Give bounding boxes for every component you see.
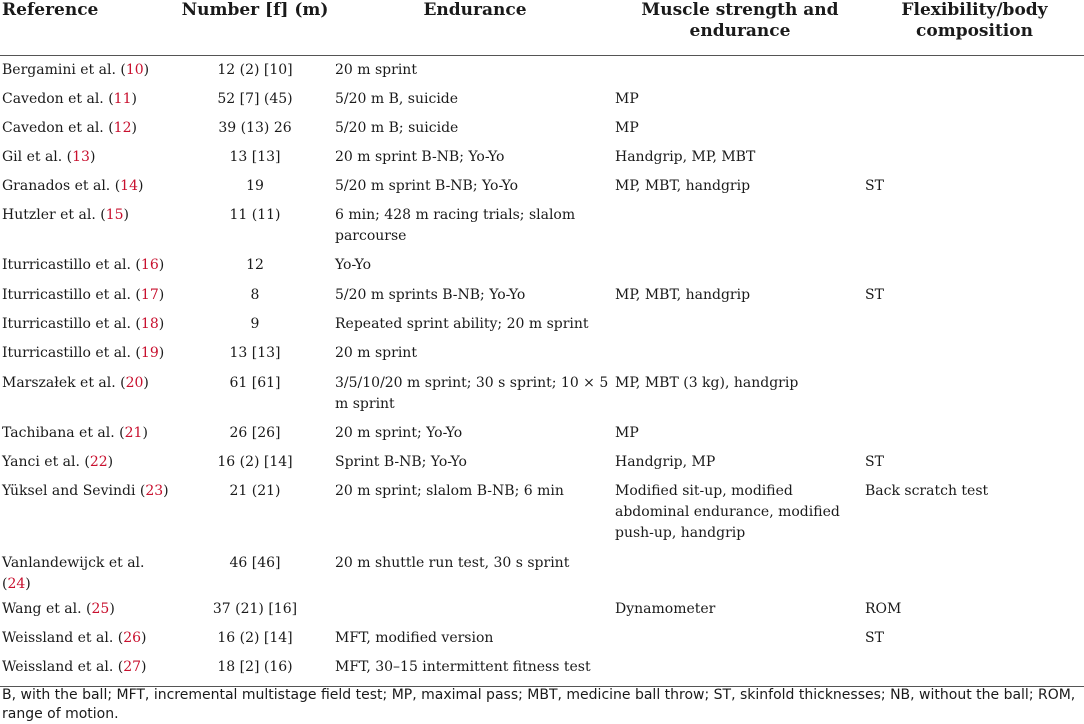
cell-flexibility: ST [865,178,884,194]
reference-author: Cavedon et al. ( [2,91,114,107]
cell-muscle-strength [615,624,865,653]
reference-link[interactable]: 16 [140,257,159,273]
reference-link[interactable]: 12 [113,120,132,136]
reference-author: Cavedon et al. ( [2,120,114,136]
cell-reference [0,114,175,143]
cell-muscle-strength [615,339,865,369]
cell-reference [0,549,175,595]
cell-reference [0,595,175,624]
reference-close-paren: ) [158,345,165,361]
reference-link[interactable]: 11 [113,91,132,107]
reference-author: Bergamini et al. ( [2,61,126,78]
cell-muscle-strength [615,251,865,281]
cell-flexibility [865,85,1084,114]
cell-flexibility [865,653,1084,686]
reference-close-paren: ) [141,659,147,675]
reference-link[interactable]: 25 [91,601,110,617]
reference-author: Wang et al. ( [2,601,92,617]
cell-flexibility [865,114,1084,143]
cell-number: 46 [46] [229,555,281,571]
table-row [0,549,1084,595]
table-row [0,595,1084,624]
cell-flexibility [865,310,1084,339]
cell-reference [0,419,175,448]
reference-close-paren: ) [158,287,165,303]
cell-flexibility: ST [865,454,884,470]
reference-author: Vanlandewijck et al. ( [2,555,145,592]
reference-close-paren: ) [158,257,165,273]
cell-reference [0,281,175,310]
cell-number: 52 [7] (45) [217,91,293,107]
reference-link[interactable]: 22 [89,454,108,470]
reference-link[interactable]: 24 [7,576,26,592]
table-header-row [0,0,1084,55]
reference-close-paren: ) [142,425,148,441]
cell-number: 16 (2) [14] [217,454,293,470]
table-row [0,201,1084,251]
cell-reference [0,251,175,281]
cell-reference [0,85,175,114]
cell-flexibility [865,251,1084,281]
table-row [0,143,1084,172]
cell-endurance: 20 m sprint B-NB; Yo-Yo [335,149,505,165]
cell-endurance: 5/20 m B, suicide [335,91,459,107]
reference-close-paren: ) [131,120,137,136]
cell-reference [0,369,175,419]
cell-endurance: 20 m sprint [335,345,417,361]
table-body [0,55,1084,686]
cell-muscle-strength: MP [615,425,639,441]
reference-close-paren: ) [143,375,149,391]
cell-endurance: 20 m shuttle run test, 30 s sprint [335,555,570,571]
cell-endurance: 5/20 m sprint B-NB; Yo-Yo [335,178,519,194]
cell-endurance: 20 m sprint; slalom B-NB; 6 min [335,483,564,499]
cell-reference [0,172,175,201]
cell-number: 13 [13] [229,345,281,361]
cell-reference [0,55,175,85]
table-row [0,85,1084,114]
reference-close-paren: ) [141,630,147,646]
cell-muscle-strength [615,653,865,686]
cell-muscle-strength: Modified sit-up, modified abdominal endurance, modified push-up, handgrip [615,483,840,541]
table-row [0,172,1084,201]
cell-reference [0,624,175,653]
reference-author: Weissland et al. ( [2,659,124,675]
cell-number: 19 [246,178,264,194]
cell-number: 13 [13] [229,149,281,165]
reference-author: Marszałek et al. ( [2,375,126,391]
cell-number: 12 (2) [10] [217,61,293,78]
cell-reference [0,339,175,369]
reference-close-paren: ) [131,91,137,107]
header-flexibility: Flexibility/body composition [901,0,1048,41]
cell-flexibility [865,143,1084,172]
cell-endurance: 5/20 m sprints B-NB; Yo-Yo [335,287,526,303]
table-row [0,624,1084,653]
reference-close-paren: ) [25,576,31,592]
cell-reference [0,143,175,172]
cell-number: 12 [246,257,264,273]
cell-muscle-strength: MP [615,91,639,107]
cell-endurance: MFT, 30–15 intermittent fitness test [335,659,591,675]
reference-link[interactable]: 14 [120,178,138,194]
reference-author: Iturricastillo et al. ( [2,345,141,361]
cell-number: 39 (13) 26 [218,120,292,136]
header-muscle-strength: Muscle strength and endurance [641,0,839,41]
reference-link[interactable]: 21 [124,425,143,441]
cell-endurance: 3/5/10/20 m sprint; 30 s sprint; 10 × 5 m sprint [335,375,609,412]
cell-endurance: 20 m sprint; Yo-Yo [335,425,463,441]
cell-endurance: Yo-Yo [335,257,372,273]
cell-reference [0,477,175,549]
reference-close-paren: ) [89,149,96,165]
reference-author: Yanci et al. ( [2,454,90,470]
reference-author: Granados et al. ( [2,178,121,194]
cell-endurance: MFT, modified version [335,630,494,646]
cell-muscle-strength: Handgrip, MP, MBT [615,149,756,165]
reference-close-paren: ) [138,178,144,194]
cell-muscle-strength: MP, MBT, handgrip [615,287,751,303]
cell-flexibility [865,419,1084,448]
reference-author: Iturricastillo et al. ( [2,257,141,273]
reference-author: Iturricastillo et al. ( [2,287,141,303]
table-footnote: B, with the ball; MFT, incremental multistage field test; MP, maximal pass; MBT, medicine ball throw; ST, skinfold thicknesses; NB, without the ball; ROM, range of motion. [2,687,1076,722]
cell-muscle-strength: Handgrip, MP [615,454,716,470]
cell-endurance: 20 m sprint [335,61,417,78]
cell-number: 21 (21) [229,483,281,499]
cell-reference [0,310,175,339]
reference-close-paren: ) [163,483,169,499]
reference-close-paren: ) [143,61,150,78]
table-row [0,310,1084,339]
table-row [0,369,1084,419]
reference-author: Iturricastillo et al. ( [2,316,141,332]
reference-link[interactable]: 27 [123,659,142,675]
cell-muscle-strength [615,201,865,251]
cell-number: 18 [2] (16) [217,659,293,675]
reference-close-paren: ) [109,601,115,617]
cell-muscle-strength: Dynamometer [615,601,716,617]
cell-flexibility [865,549,1084,595]
cell-endurance [335,595,615,624]
table-row [0,419,1084,448]
table-row [0,448,1084,477]
table-row [0,55,1084,85]
reference-author: Yüksel and Sevindi ( [2,483,146,499]
cell-number: 37 (21) [16] [212,601,298,617]
cell-reference [0,653,175,686]
cell-muscle-strength [615,310,865,339]
cell-flexibility [865,369,1084,419]
reference-link[interactable]: 17 [140,287,159,303]
cell-number: 16 (2) [14] [217,630,293,646]
cell-flexibility: ROM [865,601,902,617]
table-row [0,477,1084,549]
cell-reference [0,448,175,477]
cell-muscle-strength: MP, MBT, handgrip [615,178,751,194]
cell-flexibility [865,339,1084,369]
cell-muscle-strength: MP [615,120,639,136]
cell-endurance: Repeated sprint ability; 20 m sprint [335,316,589,332]
table-row [0,281,1084,310]
reference-author: Tachibana et al. ( [2,425,125,441]
cell-muscle-strength [615,55,865,85]
cell-muscle-strength [615,549,865,595]
reference-author: Hutzler et al. ( [2,207,106,223]
reference-close-paren: ) [123,207,129,223]
reference-author: Weissland et al. ( [2,630,124,646]
reference-link[interactable]: 15 [105,207,124,223]
cell-endurance: 5/20 m B; suicide [335,120,459,136]
reference-link[interactable]: 20 [125,375,144,391]
reference-link[interactable]: 26 [123,630,142,646]
table-row [0,339,1084,369]
cell-flexibility [865,55,1084,85]
reference-link[interactable]: 23 [145,483,164,499]
cell-flexibility: ST [865,630,884,646]
reference-link[interactable]: 10 [125,61,144,78]
reference-link[interactable]: 13 [72,149,90,165]
cell-number: 9 [250,316,260,332]
cell-muscle-strength: MP, MBT (3 kg), handgrip [615,375,799,391]
cell-number: 11 (11) [229,207,281,223]
cell-number: 26 [26] [229,425,281,441]
table-row [0,114,1084,143]
cell-number: 61 [61] [229,375,281,391]
table-row [0,251,1084,281]
header-endurance: Endurance [423,0,527,20]
cell-flexibility [865,201,1084,251]
cell-endurance: Sprint B-NB; Yo-Yo [335,454,467,470]
cell-flexibility: ST [865,287,884,303]
reference-author: Gil et al. ( [2,149,73,165]
cell-flexibility: Back scratch test [865,483,989,499]
header-number: Number [f] (m) [181,0,329,20]
reference-link[interactable]: 19 [140,345,159,361]
table-row [0,653,1084,686]
reference-close-paren: ) [158,316,165,332]
cell-endurance: 6 min; 428 m racing trials; slalom parcourse [335,207,576,244]
reference-close-paren: ) [107,454,114,470]
header-reference: Reference [2,0,99,20]
reference-link[interactable]: 18 [140,316,159,332]
cell-reference [0,201,175,251]
cell-number: 8 [250,287,260,303]
